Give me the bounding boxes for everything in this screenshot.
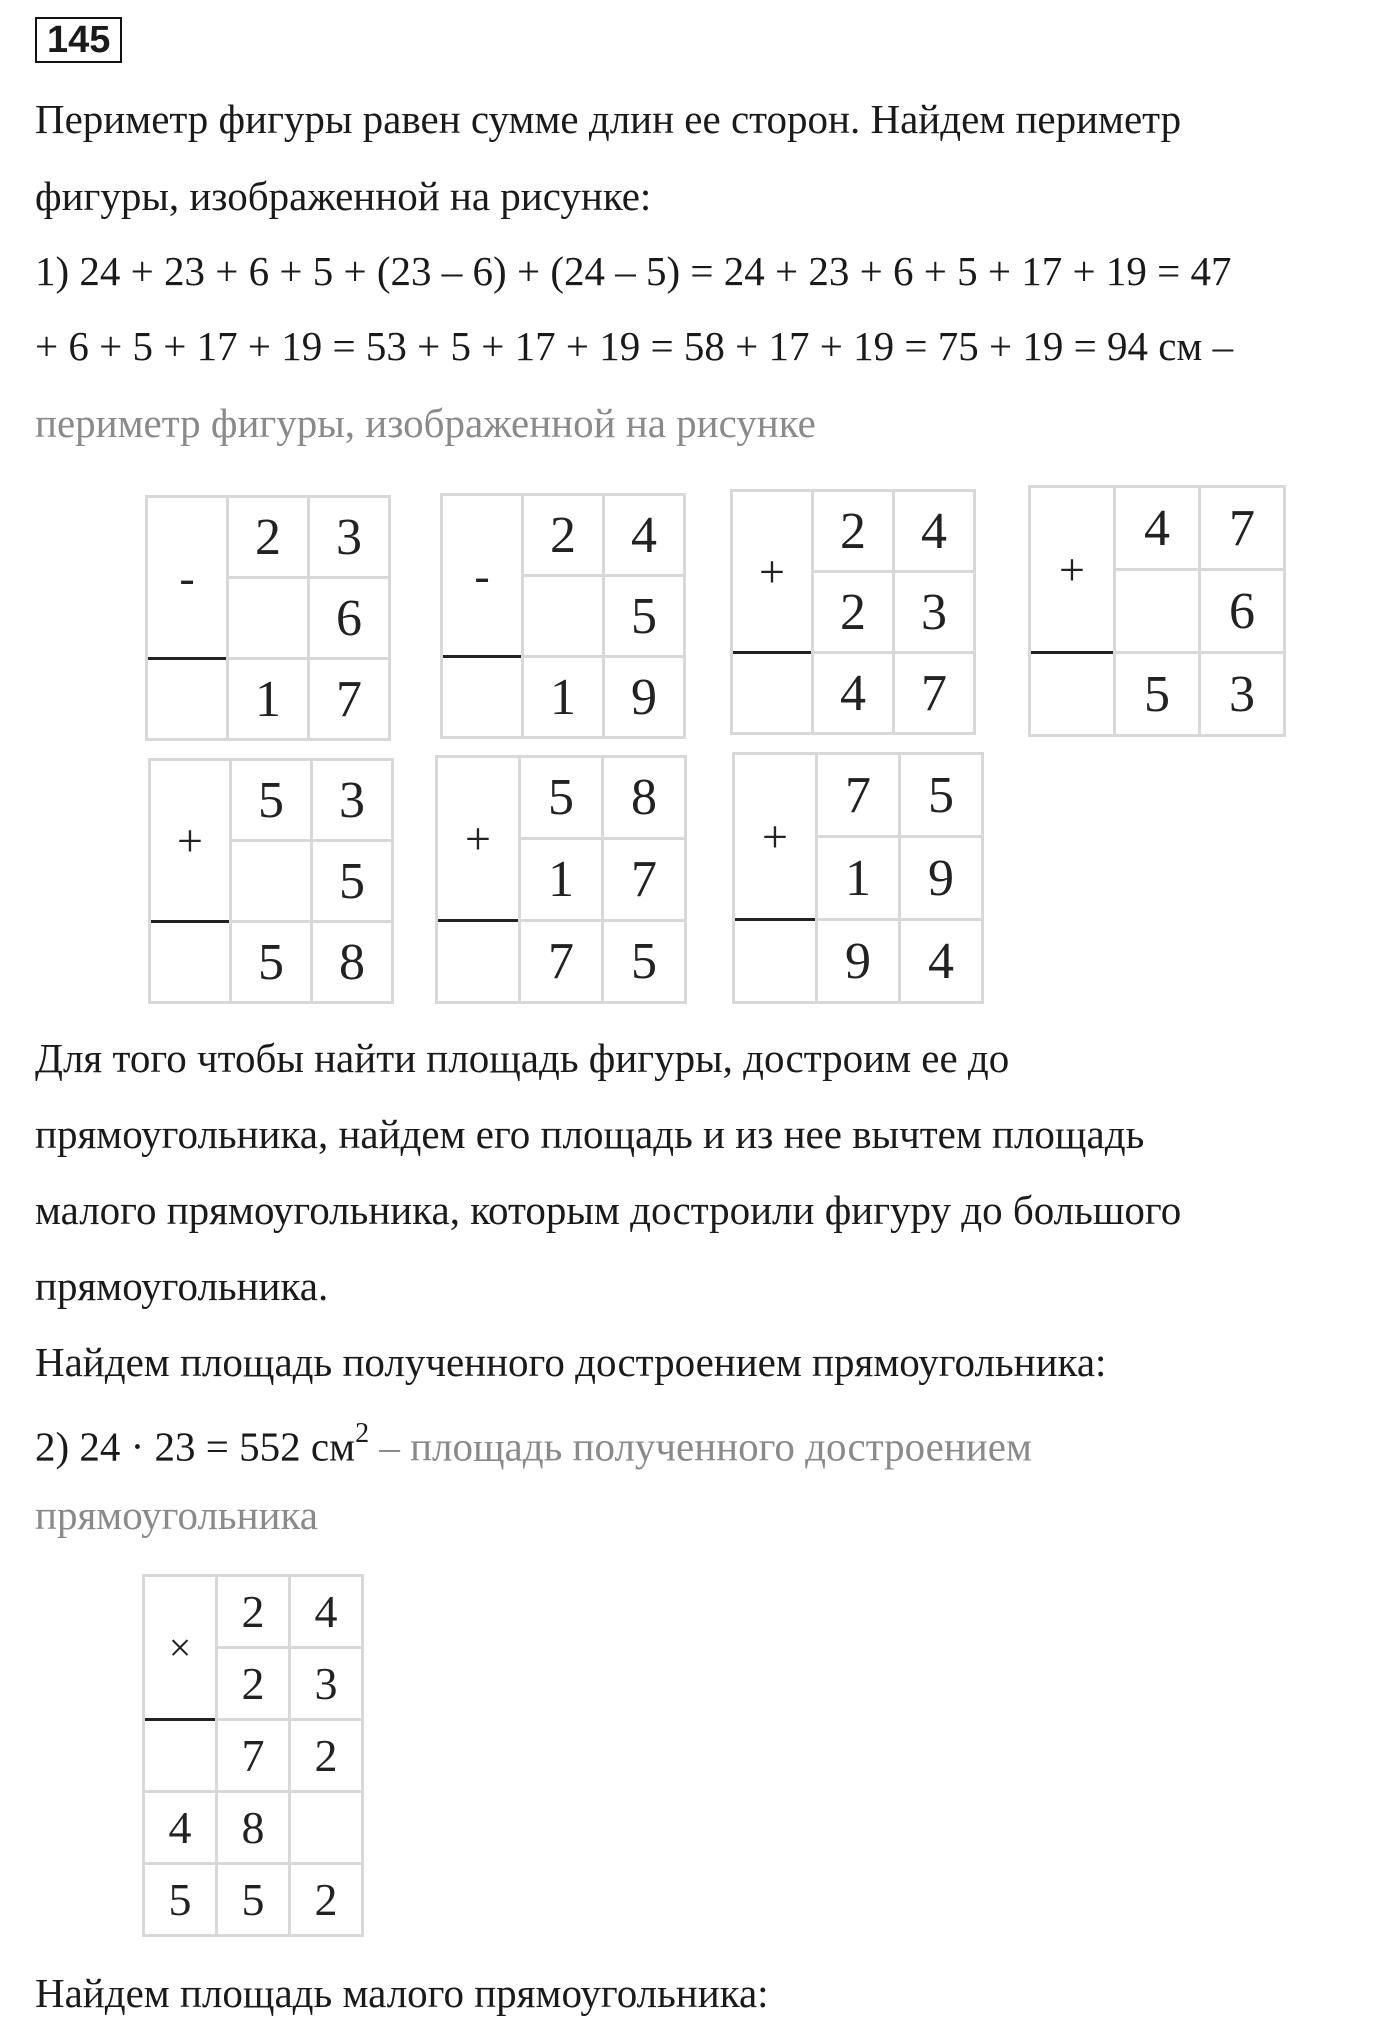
calc-add-58-17 [435, 755, 687, 1004]
calc-operator: × [144, 1576, 217, 1720]
calc-digit [231, 841, 312, 922]
step2-note-line-2: прямоугольника [35, 1492, 318, 1538]
step2-exponent: 2 [355, 1418, 370, 1449]
calc-result-digit: 1 [228, 659, 309, 740]
calc-add-53-5 [148, 758, 394, 1004]
calc-digit: 1 [520, 839, 603, 921]
calc-partial-digit: 7 [217, 1720, 290, 1792]
task-number: 145 [35, 17, 122, 63]
calc-digit [228, 578, 309, 659]
calc-add-47-6 [1028, 485, 1286, 737]
calc-digit: 9 [900, 837, 983, 920]
calc-digit: 2 [228, 497, 309, 578]
calc-operator: + [1030, 487, 1115, 653]
calc-empty-cell [437, 921, 520, 1003]
calc-result-digit: 5 [231, 922, 312, 1003]
perimeter-intro-line-2: фигуры, изображенной на рисунке: [35, 173, 652, 219]
calc-partial-digit: 4 [144, 1792, 217, 1864]
calc-digit [523, 576, 604, 657]
calc-result-digit: 2 [290, 1864, 363, 1936]
calc-digit: 2 [813, 491, 894, 572]
calc-operator: + [732, 491, 813, 653]
calc-add-75-19 [732, 752, 984, 1004]
calc-partial-digit: 2 [290, 1720, 363, 1792]
calc-operator: - [147, 497, 228, 659]
step1-line-2: + 6 + 5 + 17 + 19 = 53 + 5 + 17 + 19 = 58 + 17 + 19 = 75 + 19 = 94 см – [35, 323, 1234, 369]
calc-operator: - [442, 495, 523, 657]
calc-digit: 1 [817, 837, 900, 920]
area-intro-line-2: прямоугольника, найдем его площадь и из нее вычтем площадь [35, 1111, 1145, 1157]
calc-result-digit: 1 [523, 657, 604, 738]
step1-note: периметр фигуры, изображенной на рисунке [35, 400, 816, 446]
calc-result-digit: 7 [309, 659, 390, 740]
calc-multiply-24-23 [142, 1574, 364, 1937]
calc-digit: 3 [312, 760, 393, 841]
calc-result-digit: 7 [520, 921, 603, 1003]
calc-digit: 5 [604, 576, 685, 657]
calc-empty-cell [442, 657, 523, 738]
calc-partial-digit [290, 1792, 363, 1864]
calc-empty-cell [1030, 653, 1115, 736]
step2-expression: 2) 24 · 23 = 552 см [35, 1423, 356, 1470]
calc-subtract-24-5 [440, 493, 686, 739]
calc-result-digit: 9 [604, 657, 685, 738]
calc-digit: 8 [603, 757, 686, 839]
calc-result-digit: 7 [894, 653, 975, 734]
calc-digit: 2 [813, 572, 894, 653]
step2-note: – площадь полученного достроением [369, 1423, 1032, 1470]
calc-digit: 4 [604, 495, 685, 576]
calc-digit: 4 [290, 1576, 363, 1648]
calc-digit: 6 [1200, 570, 1285, 653]
calc-result-digit: 5 [144, 1864, 217, 1936]
calc-subtract-23-6 [145, 495, 391, 741]
calc-result-digit: 5 [217, 1864, 290, 1936]
calc-digit: 5 [520, 757, 603, 839]
calc-digit: 2 [217, 1648, 290, 1720]
calc-empty-cell [147, 659, 228, 740]
calc-digit: 3 [309, 497, 390, 578]
calc-partial-digit: 8 [217, 1792, 290, 1864]
calc-digit: 2 [523, 495, 604, 576]
step1-line-1: 1) 24 + 23 + 6 + 5 + (23 – 6) + (24 – 5) = 24 + 23 + 6 + 5 + 17 + 19 = 47 [35, 248, 1232, 294]
area-find-big: Найдем площадь полученного достроением прямоугольника: [35, 1339, 1107, 1385]
area-find-small: Найдем площадь малого прямоугольника: [35, 1970, 769, 2016]
step2-line-1 [35, 1414, 1032, 1471]
calc-digit: 3 [894, 572, 975, 653]
calc-digit: 5 [900, 754, 983, 837]
area-intro-line-4: прямоугольника. [35, 1263, 329, 1309]
calc-digit: 5 [312, 841, 393, 922]
area-intro-line-1: Для того чтобы найти площадь фигуры, достроим ее до [35, 1035, 1010, 1081]
calc-add-24-23 [730, 489, 976, 735]
calc-empty-cell [150, 922, 231, 1003]
calc-result-digit: 5 [603, 921, 686, 1003]
calc-digit: 5 [231, 760, 312, 841]
calc-empty-cell [732, 653, 813, 734]
calc-result-digit: 4 [813, 653, 894, 734]
calc-digit: 6 [309, 578, 390, 659]
calc-digit: 7 [1200, 487, 1285, 570]
calc-operator: + [734, 754, 817, 920]
calc-operator: + [437, 757, 520, 921]
calc-digit: 3 [290, 1648, 363, 1720]
calc-empty-cell [734, 920, 817, 1003]
calc-partial-digit [144, 1720, 217, 1792]
calc-result-digit: 3 [1200, 653, 1285, 736]
calc-operator: + [150, 760, 231, 922]
perimeter-intro-line-1: Периметр фигуры равен сумме длин ее сторон. Найдем периметр [35, 96, 1182, 142]
calc-result-digit: 9 [817, 920, 900, 1003]
area-intro-line-3: малого прямоугольника, которым достроили фигуру до большого [35, 1187, 1182, 1233]
calc-result-digit: 5 [1115, 653, 1200, 736]
calc-digit: 2 [217, 1576, 290, 1648]
calc-result-digit: 8 [312, 922, 393, 1003]
calc-digit: 4 [1115, 487, 1200, 570]
calc-digit: 7 [817, 754, 900, 837]
calc-digit [1115, 570, 1200, 653]
calc-digit: 4 [894, 491, 975, 572]
calc-digit: 7 [603, 839, 686, 921]
calc-result-digit: 4 [900, 920, 983, 1003]
